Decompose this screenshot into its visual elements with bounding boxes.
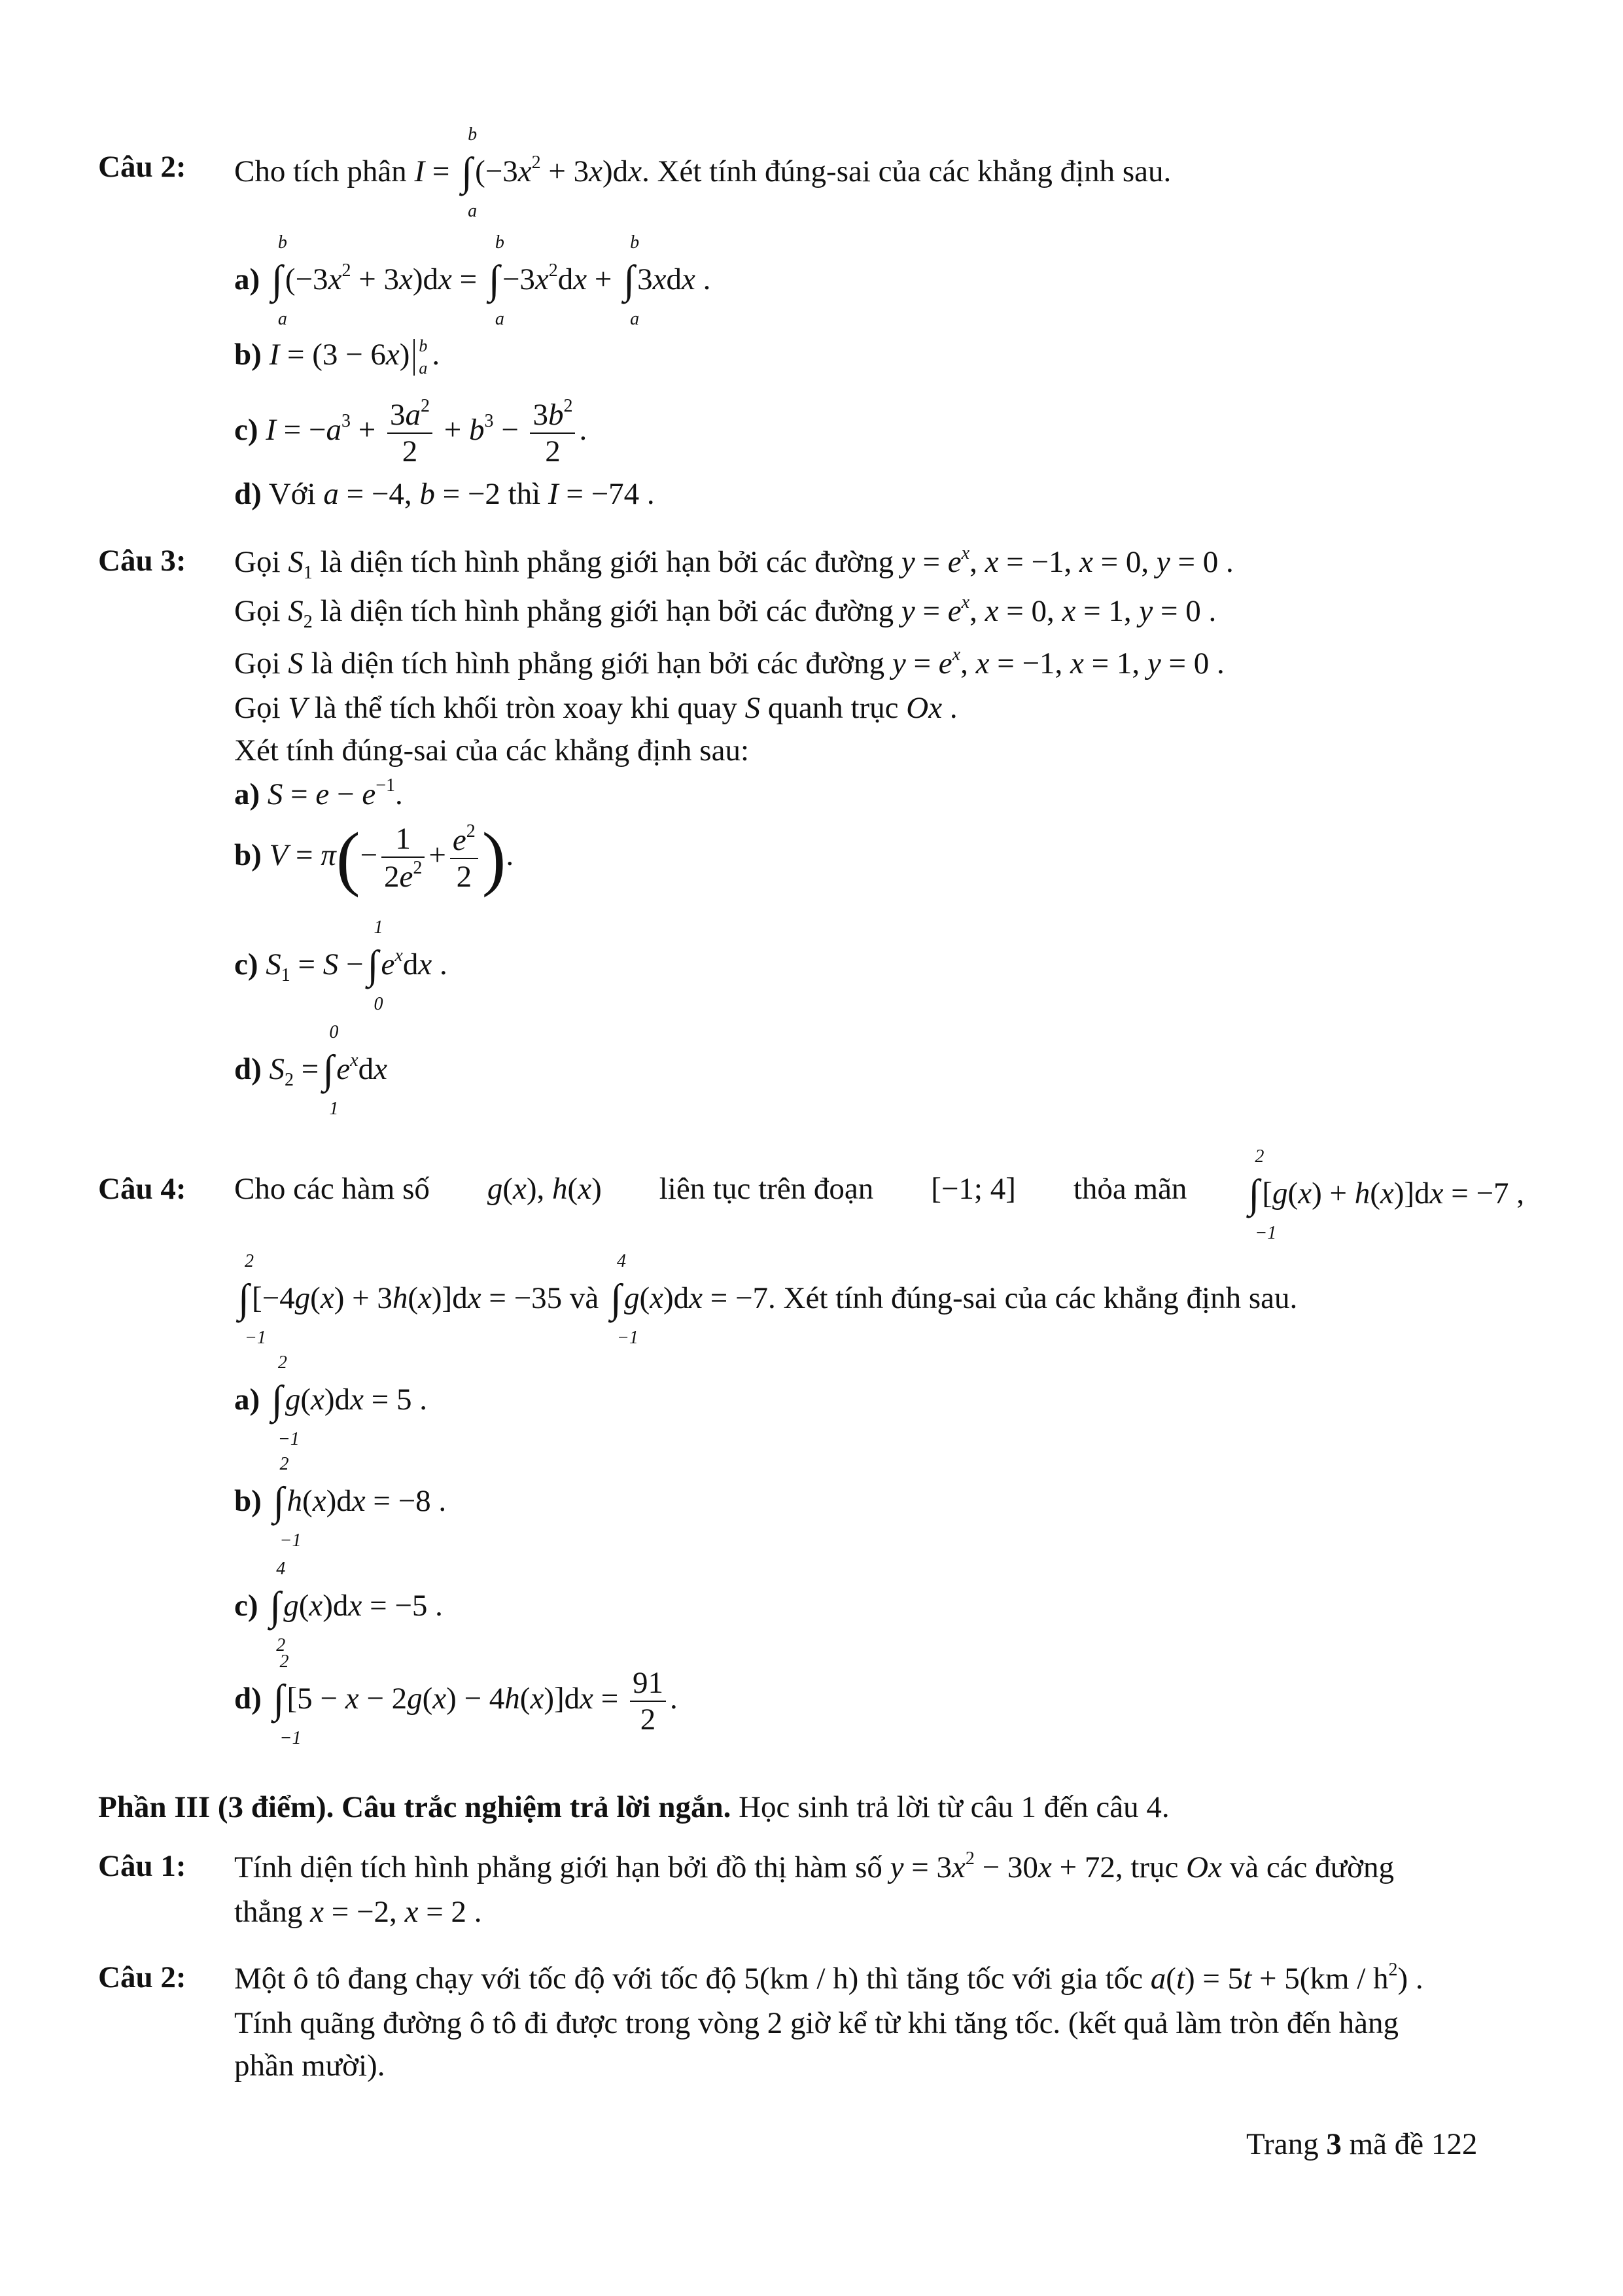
q3-line-3: Gọi S là diện tích hình phẳng giới hạn bởi các đường $y = e^x$, x = −1, x = 1, y = 0 .	[234, 645, 1225, 680]
q4-option-a: a) ∫ 2 −1 g(x)dx = 5 .	[234, 1352, 427, 1450]
p3q2-line-2: Tính quãng đường ô tô đi được trong vòng 2 giờ kể từ khi tăng tốc. (kết quả làm tròn đến hàng	[234, 2006, 1399, 2040]
part3-heading: Phần III (3 điểm). Câu trắc nghiệm trả lời ngắn. Học sinh trả lời từ câu 1 đến câu 4.	[98, 1790, 1170, 1824]
page-footer: Trang 3 mã đề 122	[1246, 2127, 1478, 2161]
q3-line-5: Xét tính đúng-sai của các khẳng định sau:	[234, 733, 750, 768]
q4-stem-line-2: ∫ 2 −1 [−4g(x) + 3h(x)]dx = −35 và ∫ 4 −1 g(x)dx = −7. Xét tính đúng-sai của các khẳng định sau.	[238, 1251, 1298, 1349]
q4-stem-line-1: Cho các hàm số g(x), h(x) liên tục trên đoạn [−1; 4] thỏa mãn ∫ 2 −1 [g(x) + h(x)]dx = −7 ,	[234, 1146, 1524, 1244]
q2-option-a: a) ∫ b a $(-3x^2 + 3x)dx$ = ∫ b a $-3x^2dx$ + ∫ b a 3xdx .	[234, 232, 711, 330]
q3-line-4: Gọi V là thể tích khối tròn xoay khi quay S quanh trục Ox .	[234, 691, 958, 725]
q4-option-b: b) ∫ 2 −1 h(x)dx = −8 .	[234, 1454, 447, 1551]
q3-line-1: Gọi $S_1$ là diện tích hình phẳng giới hạn bởi các đường $y = e^x$, x = −1, x = 0, y = 0 .	[234, 543, 1234, 583]
q3-option-b: b) V = π(− $\frac{1}{2e^2}$ + $\frac{e^2}{2}$ ).	[234, 818, 514, 898]
q2-option-d: d) Với a = −4, b = −2 thì I = −74 .	[234, 477, 655, 511]
p3q1-line-2: thẳng x = −2, x = 2 .	[234, 1895, 482, 1929]
q3-line-2: Gọi $S_2$ là diện tích hình phẳng giới hạn bởi các đường $y = e^x$, x = 0, x = 1, y = 0 .	[234, 592, 1217, 632]
q2-option-b: b) I = (3 − 6x) b a .	[234, 336, 440, 378]
q2-stem: Cho tích phân I = ∫ b a $(-3x^2 + 3x)dx$. Xét tính đúng-sai của các khẳng định sau.	[234, 124, 1172, 222]
q2-option-c: c) $I = -a^3$ + $\frac{3a^2}{2}$ + $b^3$ − $\frac{3b^2}{2}$ .	[234, 396, 587, 469]
q3-option-c: c) $S_1 = S$ −∫ 1 0 $e^xdx$ .	[234, 917, 447, 1015]
p3q1-line-1: Tính diện tích hình phẳng giới hạn bởi đồ thị hàm số $y = 3x^2 - 30x + 72$, trục Ox và các đường	[234, 1848, 1394, 1884]
p3q2-label: Câu 2:	[98, 1960, 186, 1994]
q3-option-a: a) $S = e - e^{-1}$.	[234, 775, 403, 811]
q4-option-c: c) ∫ 4 2 g(x)dx = −5 .	[234, 1559, 443, 1656]
q4-option-d: d) ∫ 2 −1 [5 − x − 2g(x) − 4h(x)]dx = $\frac{91}{2}$ .	[234, 1651, 678, 1748]
p3q2-line-1: Một ô tô đang chạy với tốc độ với tốc độ 5(km / h) thì tăng tốc với gia tốc $a(t) = 5t + 5(km / h^2)$ .	[234, 1960, 1423, 1996]
p3q1-label: Câu 1:	[98, 1849, 186, 1883]
q3-option-d: d) $S_2$ =∫ 0 1 $e^xdx$	[234, 1022, 387, 1120]
q4-label: Câu 4:	[98, 1172, 186, 1206]
p3q2-line-3: phần mười).	[234, 2049, 385, 2083]
q2-label: Câu 2:	[98, 150, 186, 184]
q3-label: Câu 3:	[98, 544, 186, 578]
